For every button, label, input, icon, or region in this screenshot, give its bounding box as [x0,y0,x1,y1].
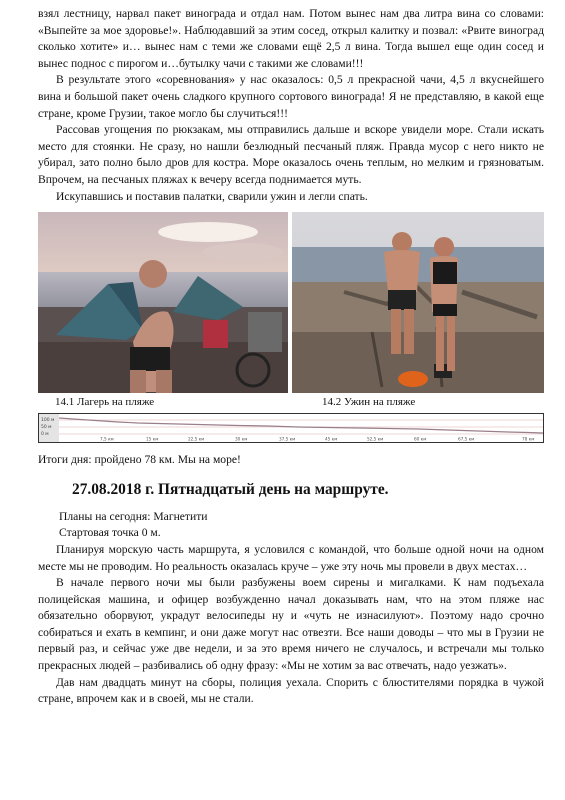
caption-row [38,392,544,412]
page [38,6,544,708]
day-summary: Итоги дня: пройдено 78 км. Мы на море! [38,453,241,467]
elevation-profile [38,413,544,443]
photo-caption: 14.1 Лагерь на пляже [55,396,155,409]
elevation-x-label: 52,5 км [367,436,384,442]
photo-camp-on-beach [38,212,288,393]
paragraph: Рассовав угощения по рюкзакам, мы отправились дальше и вскоре увидели море. Стали искать место для стоянки. Не сразу, но нашли безлюдный песчаный пляж. Правда мусор с него никто не убирал, зато полно было дров для костра. Море оказалось очень теплым, но мелким и грязноватым. Впрочем, на песчаных пляжах к вечеру всегда поднимается муть. [38,123,544,186]
elevation-x-label: 45 км [325,436,338,442]
elevation-x-label: 78 км [522,436,535,442]
elevation-y-label: 0 м [41,432,49,438]
paragraph: Дав нам двадцать минут на сборы, полиция уехала. Спорить с блюстителями порядка в чужой стране, впрочем как и в своей, мы не стали. [38,675,544,706]
photo-caption: 14.2 Ужин на пляже [322,396,416,409]
paragraph: В результате этого «соревнования» у нас оказалось: 0,5 л прекрасной чачи, 4,5 л вкуснейшего вина и большой пакет очень сладкого крупного сортового винограда! Я не представляю, в какой еще стране, кроме Грузии, такое могло бы случиться!!! [38,73,544,120]
paragraph: В начале первого ночи мы были разбужены воем сирены и мигалками. К нам подъехала полицейская машина, и офицер возбужденно начал доказывать нам, что на этом пляже нас обязательно оборвуют, украдут велосипеды ну и «чуть не изнасилуют». Поэтому надо срочно собираться и ехать в кемпинг, и они даже могут нас отвезти. Все наши доводы – что мы в Грузии не первый раз, и сейчас уже две недели, и за это время ничего не случалось, и встречали мы только прекрасных людей – разбивались об одну фразу: «Мы не хотим за вас отвечать, надо уезжать». [38,576,544,673]
elevation-x-label: 7,5 км [100,436,114,442]
plan-start-point: Стартовая точка 0 м. [59,526,161,540]
paragraph: взял лестницу, нарвал пакет винограда и отдал нам. Потом вынес нам два литра вина со словами: «Выпейте за мое здоровье!». Наблюдавший за этим сосед, открыл калитку и позвал: «Рвите виноград сколько хотите» и… вынес нам с теми же словами ещё 2,5 л вина. Тогда вышел еще один сосед и вынес поднос с пирогом и…бутылку чачи с такими же словами!!! [38,7,544,70]
photo-row [38,212,544,392]
elevation-y-label: 100 м [41,418,55,424]
elevation-x-label: 15 км [146,436,159,442]
paragraph: Планируя морскую часть маршрута, я условился с командой, что больше одной ночи на одном месте мы не проводим. Но реальность оказалась круче – уже эту ночь мы провели в двух местах… [38,542,544,573]
elevation-x-label: 60 км [414,436,427,442]
elevation-x-label: 30 км [235,436,248,442]
elevation-x-label: 37,5 км [279,436,296,442]
plan-today: Планы на сегодня: Магнетити [59,509,208,523]
elevation-x-label: 67,5 км [458,436,475,442]
elevation-x-label: 22,5 км [188,436,205,442]
paragraph: Искупавшись и поставив палатки, сварили ужин и легли спать. [56,189,368,203]
photo-dinner-on-beach [292,212,544,393]
elevation-y-label: 50 м [41,425,52,431]
section-heading: 27.08.2018 г. Пятнадцатый день на маршруте. [72,480,389,498]
